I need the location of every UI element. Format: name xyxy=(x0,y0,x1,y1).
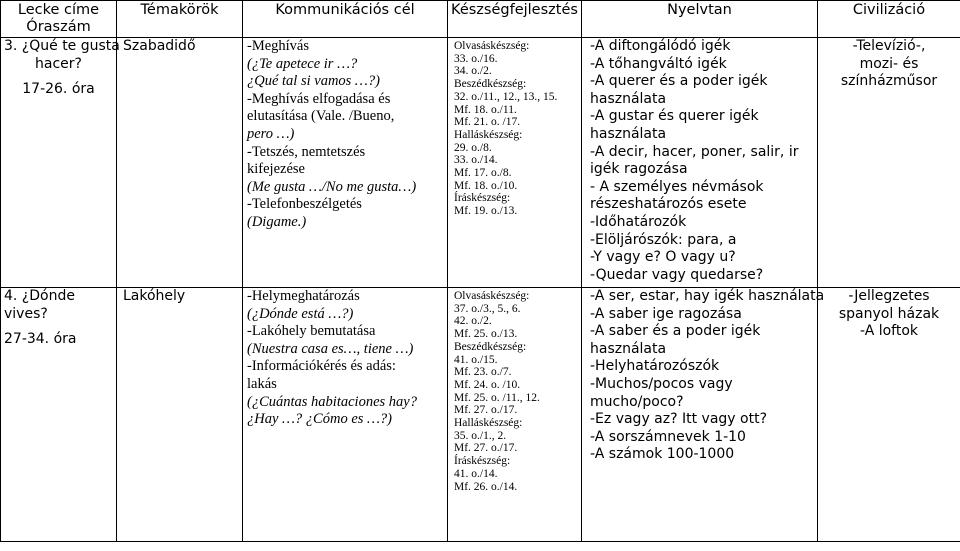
skill-line: Íráskészség: xyxy=(454,455,511,468)
header-civilizacio: Civilizáció xyxy=(818,1,960,38)
skill-line: Mf. 25. o./13. xyxy=(454,328,518,341)
grammar-line: - A személyes névmások xyxy=(590,178,764,195)
skill-line: Olvasáskészség: xyxy=(454,290,530,302)
grammar-line: -Quedar vagy quedarse? xyxy=(590,266,764,283)
header-lecke-title: Lecke címe xyxy=(17,2,100,18)
topic-cell: Szabadidő xyxy=(117,38,243,288)
grammar-line: -A saber és a poder igék xyxy=(590,323,761,340)
comm-line: (¿Dónde está …?) xyxy=(247,305,354,322)
lesson-hours: 17-26. óra xyxy=(22,81,95,98)
comm-line: -Információkérés és adás: xyxy=(247,358,396,375)
skill-line: 33. o./14. xyxy=(454,154,498,167)
comm-line: kifejezése xyxy=(247,161,305,178)
header-kommunikacios: Kommunikációs cél xyxy=(243,1,448,38)
grammar-line: részeshatározós esete xyxy=(590,196,747,213)
skill-line: Beszédkészség: xyxy=(454,78,527,91)
lesson-title: 3. ¿Qué te gusta xyxy=(4,38,120,54)
comm-line: -Telefonbeszélgetés xyxy=(247,196,362,213)
grammar-line: használata xyxy=(590,125,667,142)
grammar-line: -A sorszámnevek 1-10 xyxy=(590,428,746,445)
comm-line: -Tetszés, nemtetszés xyxy=(247,143,366,160)
comm-line: (¿Cuántas habitaciones hay? xyxy=(247,393,417,410)
comm-line: -Meghívás elfogadása és xyxy=(247,90,391,107)
skill-line: Mf. 18. o./10. xyxy=(454,179,518,192)
civ-line: mozi- és xyxy=(859,55,919,72)
skills-cell xyxy=(448,38,582,288)
lesson-title: vives? xyxy=(4,305,48,322)
lecke-cell xyxy=(1,38,120,288)
grammar-line: -Helyhatározószók xyxy=(590,358,720,375)
skill-line: Olvasáskészség: xyxy=(454,40,530,52)
skill-line: Mf. 17. o./8. xyxy=(454,167,512,180)
header-keszseg: Készségfejlesztés xyxy=(448,1,582,38)
grammar-line: -A diftongálódó igék xyxy=(590,38,731,54)
header-oraszam: Óraszám xyxy=(26,19,91,35)
grammar-line: -Y vagy e? O vagy u? xyxy=(590,249,736,266)
civ-line: színházműsor xyxy=(840,73,938,90)
civ-line: -Jellegzetes xyxy=(848,288,930,304)
topic-cell: Lakóhely xyxy=(117,288,243,542)
skill-line: Mf. 25. o. /11., 12. xyxy=(454,391,540,404)
communication-cell xyxy=(243,38,448,288)
communication-cell xyxy=(243,288,448,542)
skill-line: 35. o./1., 2. xyxy=(454,429,507,442)
grammar-line: -A számok 100-1000 xyxy=(590,446,735,463)
header-temakorok: Témakörök xyxy=(117,1,243,38)
grammar-line: -A gustar és querer igék xyxy=(590,108,759,125)
civ-line: spanyol házak xyxy=(838,305,940,322)
skill-line: Mf. 21. o. /17. xyxy=(454,116,521,129)
skill-line: Íráskészség: xyxy=(454,192,511,205)
comm-line: (Nuestra casa es…, tiene …) xyxy=(247,340,414,357)
skill-line: Mf. 23. o./7. xyxy=(454,366,512,379)
grammar-line: -Időhatározók xyxy=(590,213,687,230)
grammar-line: -A decir, hacer, poner, salir, ir xyxy=(590,143,799,160)
grammar-line: használata xyxy=(590,340,667,357)
grammar-line: -Elöljárószók: para, a xyxy=(590,231,737,248)
skill-line: 34. o./2. xyxy=(454,65,492,78)
grammar-line: mucho/poco? xyxy=(590,393,684,410)
skill-line: Mf. 19. o./13. xyxy=(454,205,518,218)
header-row xyxy=(1,1,960,38)
comm-line: lakás xyxy=(247,375,277,392)
comm-line: (¿Te apetece ir …? xyxy=(247,55,358,72)
grammar-cell xyxy=(582,38,818,288)
table-row xyxy=(1,288,960,542)
skill-line: 33. o./16. xyxy=(454,52,498,65)
comm-line: pero …) xyxy=(247,125,295,142)
header-lecke xyxy=(1,1,117,38)
grammar-line: -A saber ige ragozása xyxy=(590,305,742,322)
comm-line: elutasítása (Vale. /Bueno, xyxy=(247,108,395,125)
skill-line: Halláskészség: xyxy=(454,417,523,430)
spacer xyxy=(4,73,113,81)
grammar-line: -A querer és a poder igék xyxy=(590,73,768,90)
grammar-line: használata xyxy=(590,90,667,107)
skill-line: Mf. 24. o. /10. xyxy=(454,378,521,391)
skill-line: 41. o./15. xyxy=(454,353,498,366)
skill-line: Halláskészség: xyxy=(454,128,523,141)
header-nyelvtan: Nyelvtan xyxy=(582,1,818,38)
comm-line: -Meghívás xyxy=(247,38,310,54)
grammar-line: -A tőhangváltó igék xyxy=(590,55,727,72)
skills-cell xyxy=(448,288,582,542)
skill-line: 29. o./8. xyxy=(454,141,492,154)
comm-line: ¿Qué tal si vamos …?) xyxy=(247,73,380,90)
civilization-cell xyxy=(818,288,960,542)
grammar-cell xyxy=(582,288,825,542)
lecke-cell xyxy=(1,288,117,542)
civilization-cell xyxy=(818,38,960,288)
lesson-title: hacer? xyxy=(35,55,82,72)
skill-line: Beszédkészség: xyxy=(454,340,527,353)
spacer xyxy=(4,323,113,331)
comm-line: (Digame.) xyxy=(247,213,307,230)
skill-line: 37. o./3., 5., 6. xyxy=(454,302,521,315)
civ-line: -A loftok xyxy=(859,323,919,340)
lesson-title: 4. ¿Dónde xyxy=(4,288,75,304)
grammar-line: -A ser, estar, hay igék használata xyxy=(590,288,825,304)
comm-line: -Helymeghatározás xyxy=(247,288,360,304)
comm-line: (Me gusta …/No me gusta…) xyxy=(247,178,417,195)
skill-line: 32. o./11., 12., 13., 15. xyxy=(454,90,558,103)
comm-line: -Lakóhely bemutatása xyxy=(247,323,376,340)
skill-line: Mf. 27. o./17. xyxy=(454,404,518,417)
comm-line: ¿Hay …? ¿Cómo es …?) xyxy=(247,411,392,428)
grammar-line: -Ez vagy az? Itt vagy ott? xyxy=(590,411,768,428)
skill-line: 41. o./14. xyxy=(454,467,498,480)
skill-line: 42. o./2. xyxy=(454,315,492,328)
grammar-line: igék ragozása xyxy=(590,161,688,178)
skill-line: Mf. 18. o./11. xyxy=(454,103,517,116)
grammar-line: -Muchos/pocos vagy xyxy=(590,375,733,392)
table-row xyxy=(1,38,960,288)
lesson-hours: 27-34. óra xyxy=(4,331,77,348)
civ-line: -Televízió-, xyxy=(852,38,926,54)
skill-line: Mf. 27. o./17. xyxy=(454,442,518,455)
skill-line: Mf. 26. o./14. xyxy=(454,480,518,493)
